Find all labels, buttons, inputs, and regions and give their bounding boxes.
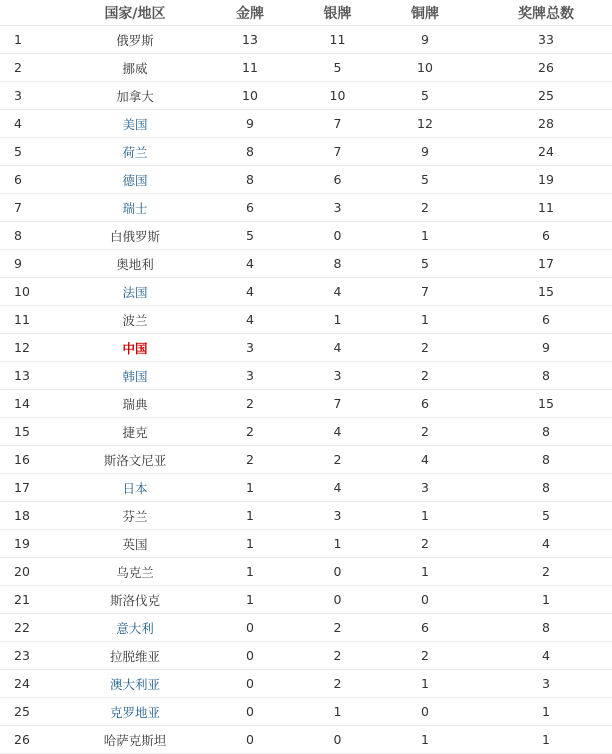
silver-cell: 0 [305, 222, 370, 250]
country-link[interactable]: 德国 [122, 172, 148, 188]
country-link[interactable]: 美国 [122, 116, 148, 132]
rank-cell: 9 [0, 250, 75, 278]
country-name: 乌克兰 [116, 564, 154, 580]
country-cell [75, 698, 195, 726]
silver-cell: 0 [305, 586, 370, 614]
table-row [0, 558, 612, 586]
silver-cell: 0 [305, 726, 370, 754]
rank-cell: 15 [0, 418, 75, 446]
bronze-cell: 1 [370, 670, 480, 698]
gold-cell: 10 [195, 82, 305, 110]
silver-cell: 3 [305, 362, 370, 390]
table-row [0, 614, 612, 642]
country-name: 斯洛伐克 [109, 592, 160, 608]
total-cell: 8 [480, 474, 612, 502]
gold-cell: 1 [195, 558, 305, 586]
bronze-cell: 5 [370, 250, 480, 278]
silver-cell: 1 [305, 306, 370, 334]
header-gold: 金牌 [195, 0, 305, 26]
rank-cell: 16 [0, 446, 75, 474]
bronze-cell: 5 [370, 82, 480, 110]
table-header [0, 0, 612, 26]
country-cell [75, 474, 195, 502]
silver-cell: 4 [305, 418, 370, 446]
country-cell [75, 390, 195, 418]
bronze-cell: 1 [370, 558, 480, 586]
total-cell: 4 [480, 642, 612, 670]
rank-cell: 10 [0, 278, 75, 306]
country-name: 波兰 [122, 312, 148, 328]
country-cell [75, 446, 195, 474]
country-cell [75, 558, 195, 586]
bronze-cell: 10 [370, 54, 480, 82]
total-cell: 2 [480, 558, 612, 586]
silver-cell: 7 [305, 390, 370, 418]
silver-cell: 8 [305, 250, 370, 278]
header-rank [0, 0, 75, 26]
silver-cell: 4 [305, 278, 370, 306]
bronze-cell: 5 [370, 166, 480, 194]
total-cell: 4 [480, 530, 612, 558]
country-name: 哈萨克斯坦 [103, 732, 167, 748]
country-name: 斯洛文尼亚 [103, 452, 167, 468]
country-name: 捷克 [122, 424, 148, 440]
total-cell: 26 [480, 54, 612, 82]
table-row [0, 474, 612, 502]
rank-cell: 14 [0, 390, 75, 418]
gold-cell: 2 [195, 446, 305, 474]
country-link[interactable]: 意大利 [116, 620, 154, 636]
rank-cell: 23 [0, 642, 75, 670]
total-cell: 6 [480, 222, 612, 250]
gold-cell: 1 [195, 474, 305, 502]
total-cell: 15 [480, 278, 612, 306]
gold-cell: 8 [195, 166, 305, 194]
rank-cell: 21 [0, 586, 75, 614]
table-row [0, 82, 612, 110]
total-cell: 8 [480, 362, 612, 390]
bronze-cell: 2 [370, 334, 480, 362]
table-row [0, 306, 612, 334]
table-row [0, 222, 612, 250]
table-row [0, 278, 612, 306]
rank-cell: 19 [0, 530, 75, 558]
gold-cell: 11 [195, 54, 305, 82]
gold-cell: 13 [195, 26, 305, 54]
total-cell: 19 [480, 166, 612, 194]
country-name: 瑞典 [122, 396, 148, 412]
country-cell [75, 334, 195, 362]
rank-cell: 8 [0, 222, 75, 250]
table-row [0, 586, 612, 614]
gold-cell: 0 [195, 642, 305, 670]
bronze-cell: 1 [370, 306, 480, 334]
country-cell [75, 82, 195, 110]
gold-cell: 8 [195, 138, 305, 166]
bronze-cell: 3 [370, 474, 480, 502]
country-link[interactable]: 荷兰 [122, 144, 148, 160]
gold-cell: 2 [195, 390, 305, 418]
total-cell: 6 [480, 306, 612, 334]
bronze-cell: 6 [370, 614, 480, 642]
table-row [0, 194, 612, 222]
rank-cell: 1 [0, 26, 75, 54]
table-body [0, 26, 612, 754]
silver-cell: 2 [305, 446, 370, 474]
total-cell: 8 [480, 418, 612, 446]
total-cell: 8 [480, 614, 612, 642]
silver-cell: 7 [305, 110, 370, 138]
country-cell [75, 110, 195, 138]
header-silver: 银牌 [305, 0, 370, 26]
total-cell: 25 [480, 82, 612, 110]
rank-cell: 20 [0, 558, 75, 586]
table-row [0, 138, 612, 166]
country-name: 英国 [122, 536, 148, 552]
country-cell [75, 530, 195, 558]
silver-cell: 5 [305, 54, 370, 82]
country-cell [75, 138, 195, 166]
country-link[interactable]: 中国 [122, 340, 148, 356]
gold-cell: 0 [195, 670, 305, 698]
gold-cell: 0 [195, 698, 305, 726]
total-cell: 24 [480, 138, 612, 166]
silver-cell: 0 [305, 558, 370, 586]
bronze-cell: 1 [370, 502, 480, 530]
country-link[interactable]: 澳大利亚 [109, 676, 160, 692]
total-cell: 8 [480, 446, 612, 474]
silver-cell: 3 [305, 194, 370, 222]
table-row [0, 334, 612, 362]
country-cell [75, 670, 195, 698]
rank-cell: 26 [0, 726, 75, 754]
silver-cell: 1 [305, 698, 370, 726]
bronze-cell: 12 [370, 110, 480, 138]
table-row [0, 642, 612, 670]
table-row [0, 446, 612, 474]
table-row [0, 166, 612, 194]
gold-cell: 1 [195, 530, 305, 558]
bronze-cell: 0 [370, 586, 480, 614]
header-country: 国家/地区 [75, 0, 195, 26]
bronze-cell: 9 [370, 26, 480, 54]
rank-cell: 11 [0, 306, 75, 334]
bronze-cell: 7 [370, 278, 480, 306]
gold-cell: 9 [195, 110, 305, 138]
country-cell [75, 166, 195, 194]
bronze-cell: 2 [370, 530, 480, 558]
gold-cell: 4 [195, 278, 305, 306]
rank-cell: 7 [0, 194, 75, 222]
silver-cell: 3 [305, 502, 370, 530]
gold-cell: 3 [195, 362, 305, 390]
bronze-cell: 2 [370, 362, 480, 390]
country-cell [75, 502, 195, 530]
table-row [0, 110, 612, 138]
rank-cell: 22 [0, 614, 75, 642]
total-cell: 5 [480, 502, 612, 530]
country-link[interactable]: 韩国 [122, 368, 148, 384]
table-row [0, 670, 612, 698]
silver-cell: 2 [305, 670, 370, 698]
country-cell [75, 54, 195, 82]
bronze-cell: 1 [370, 726, 480, 754]
rank-cell: 25 [0, 698, 75, 726]
silver-cell: 6 [305, 166, 370, 194]
rank-cell: 13 [0, 362, 75, 390]
country-name: 芬兰 [122, 508, 148, 524]
gold-cell: 0 [195, 614, 305, 642]
gold-cell: 1 [195, 502, 305, 530]
country-name: 俄罗斯 [116, 32, 154, 48]
rank-cell: 4 [0, 110, 75, 138]
silver-cell: 2 [305, 614, 370, 642]
country-cell [75, 278, 195, 306]
country-link[interactable]: 克罗地亚 [109, 704, 160, 720]
silver-cell: 1 [305, 530, 370, 558]
country-name: 挪威 [122, 60, 148, 76]
total-cell: 17 [480, 250, 612, 278]
country-cell [75, 26, 195, 54]
total-cell: 11 [480, 194, 612, 222]
silver-cell: 7 [305, 138, 370, 166]
country-name: 加拿大 [116, 88, 154, 104]
total-cell: 9 [480, 334, 612, 362]
table-row [0, 26, 612, 54]
country-link[interactable]: 法国 [122, 284, 148, 300]
rank-cell: 3 [0, 82, 75, 110]
gold-cell: 0 [195, 726, 305, 754]
bronze-cell: 4 [370, 446, 480, 474]
gold-cell: 5 [195, 222, 305, 250]
rank-cell: 6 [0, 166, 75, 194]
table-row [0, 698, 612, 726]
gold-cell: 3 [195, 334, 305, 362]
country-link[interactable]: 瑞士 [122, 200, 148, 216]
table-row [0, 250, 612, 278]
country-name: 白俄罗斯 [109, 228, 160, 244]
country-cell [75, 250, 195, 278]
header-total: 奖牌总数 [480, 0, 612, 26]
silver-cell: 4 [305, 474, 370, 502]
table-row [0, 54, 612, 82]
total-cell: 1 [480, 726, 612, 754]
country-cell [75, 642, 195, 670]
rank-cell: 24 [0, 670, 75, 698]
bronze-cell: 9 [370, 138, 480, 166]
country-cell [75, 222, 195, 250]
table-row [0, 502, 612, 530]
bronze-cell: 1 [370, 222, 480, 250]
silver-cell: 11 [305, 26, 370, 54]
country-cell [75, 726, 195, 754]
bronze-cell: 6 [370, 390, 480, 418]
total-cell: 1 [480, 698, 612, 726]
table-row [0, 418, 612, 446]
silver-cell: 4 [305, 334, 370, 362]
table-row [0, 726, 612, 754]
rank-cell: 2 [0, 54, 75, 82]
rank-cell: 17 [0, 474, 75, 502]
gold-cell: 6 [195, 194, 305, 222]
country-name: 拉脱维亚 [109, 648, 160, 664]
gold-cell: 1 [195, 586, 305, 614]
total-cell: 1 [480, 586, 612, 614]
header-bronze: 铜牌 [370, 0, 480, 26]
bronze-cell: 2 [370, 642, 480, 670]
table-row [0, 390, 612, 418]
total-cell: 15 [480, 390, 612, 418]
rank-cell: 18 [0, 502, 75, 530]
country-cell [75, 614, 195, 642]
bronze-cell: 2 [370, 194, 480, 222]
country-cell [75, 362, 195, 390]
gold-cell: 4 [195, 306, 305, 334]
rank-cell: 5 [0, 138, 75, 166]
silver-cell: 10 [305, 82, 370, 110]
country-cell [75, 586, 195, 614]
country-cell [75, 418, 195, 446]
country-cell [75, 306, 195, 334]
total-cell: 28 [480, 110, 612, 138]
country-name: 奥地利 [116, 256, 154, 272]
country-link[interactable]: 日本 [122, 480, 148, 496]
header-row [0, 0, 612, 26]
total-cell: 3 [480, 670, 612, 698]
gold-cell: 2 [195, 418, 305, 446]
total-cell: 33 [480, 26, 612, 54]
country-cell [75, 194, 195, 222]
silver-cell: 2 [305, 642, 370, 670]
gold-cell: 4 [195, 250, 305, 278]
table-row [0, 530, 612, 558]
bronze-cell: 0 [370, 698, 480, 726]
table-row [0, 362, 612, 390]
rank-cell: 12 [0, 334, 75, 362]
bronze-cell: 2 [370, 418, 480, 446]
